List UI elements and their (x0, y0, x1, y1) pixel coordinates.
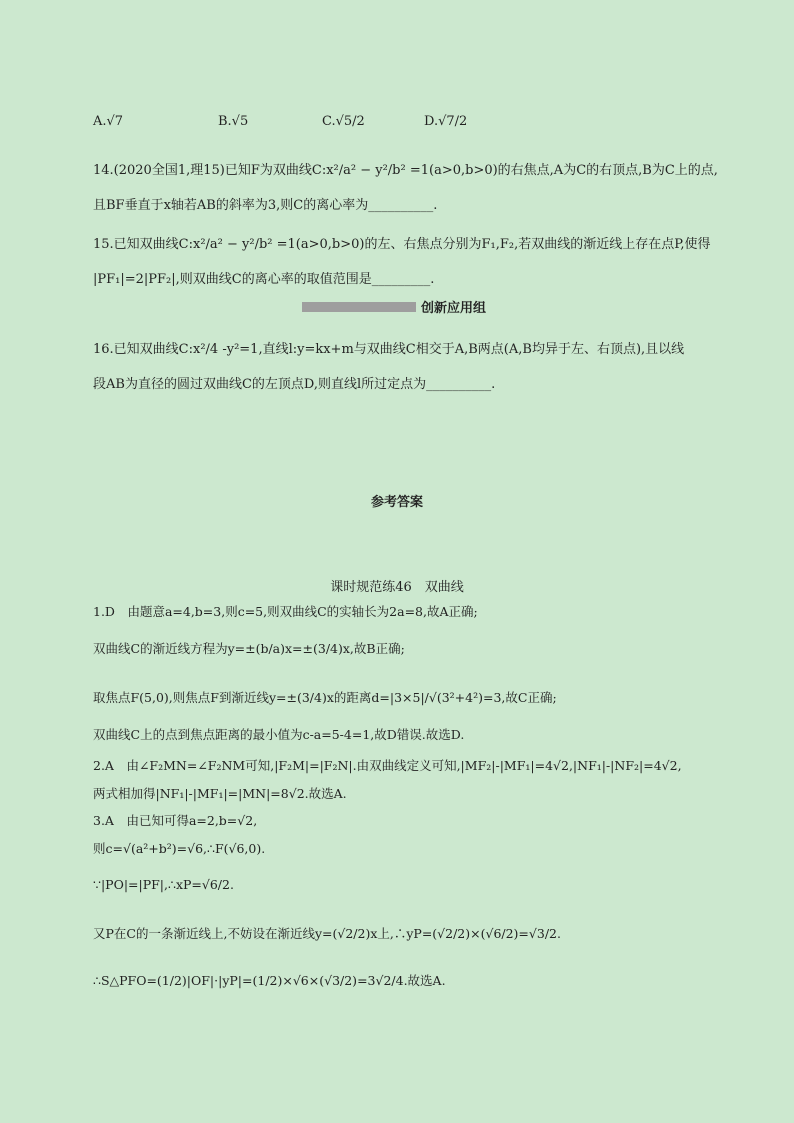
answer-line: 又P在C的一条渐近线上,不妨设在渐近线y=(√2/2)x上,∴yP=(√2/2)×(√6/2)=√3/2. (93, 926, 561, 941)
option-d: D.√7/2 (424, 114, 468, 129)
answer-line: ∵|PO|=|PF|,∴xP=√6/2. (93, 877, 234, 892)
question-14-line-1: 14.(2020全国1,理15)已知F为双曲线C:x²/a² − y²/b² =1(a>0,b>0)的右焦点,A为C的右顶点,B为C上的点, (93, 163, 718, 178)
answer-line: 1.D 由题意a=4,b=3,则c=5,则双曲线C的实轴长为2a=8,故A正确; (93, 604, 478, 619)
answer-line: 双曲线C的渐近线方程为y=±(b/a)x=±(3/4)x,故B正确; (93, 641, 405, 656)
answer-line: 两式相加得|NF₁|-|MF₁|=|MN|=8√2.故选A. (93, 786, 347, 801)
answer-line: ∴S△PFO=(1/2)|OF|·|yP|=(1/2)×√6×(√3/2)=3√2/4.故选A. (93, 973, 446, 988)
question-15-line-2: |PF₁|=2|PF₂|,则双曲线C的离心率的取值范围是_________. (93, 272, 435, 287)
answer-line: 3.A 由已知可得a=2,b=√2, (93, 813, 258, 828)
answer-line: 2.A 由∠F₂MN=∠F₂NM可知,|F₂M|=|F₂N|.由双曲线定义可知,|MF₂|-|MF₁|=4√2,|NF₁|-|NF₂|=4√2, (93, 758, 682, 773)
section-title: 创新应用组 (421, 301, 487, 316)
answer-line: 则c=√(a²+b²)=√6,∴F(√6,0). (93, 841, 266, 856)
option-c: C.√5/2 (322, 114, 365, 129)
answer-line: 取焦点F(5,0),则焦点F到渐近线y=±(3/4)x的距离d=|3×5|/√(3²+4²)=3,故C正确; (93, 690, 557, 705)
option-a: A.√7 (93, 114, 124, 129)
question-16-line-2: 段AB为直径的圆过双曲线C的左顶点D,则直线l所过定点为__________. (93, 377, 496, 392)
exercise-title: 课时规范练46 双曲线 (330, 580, 464, 595)
question-14-line-2: 且BF垂直于x轴若AB的斜率为3,则C的离心率为__________. (93, 198, 438, 213)
answer-heading: 参考答案 (370, 495, 423, 510)
section-divider-bar (302, 302, 416, 312)
question-16-line-1: 16.已知双曲线C:x²/4 -y²=1,直线l:y=kx+m与双曲线C相交于A,B两点(A,B均异于左、右顶点),且以线 (93, 342, 685, 357)
question-15-line-1: 15.已知双曲线C:x²/a² − y²/b² =1(a>0,b>0)的左、右焦点分别为F₁,F₂,若双曲线的渐近线上存在点P,使得 (93, 237, 711, 252)
option-b: B.√5 (218, 114, 249, 129)
answer-line: 双曲线C上的点到焦点距离的最小值为c-a=5-4=1,故D错误.故选D. (93, 727, 465, 742)
